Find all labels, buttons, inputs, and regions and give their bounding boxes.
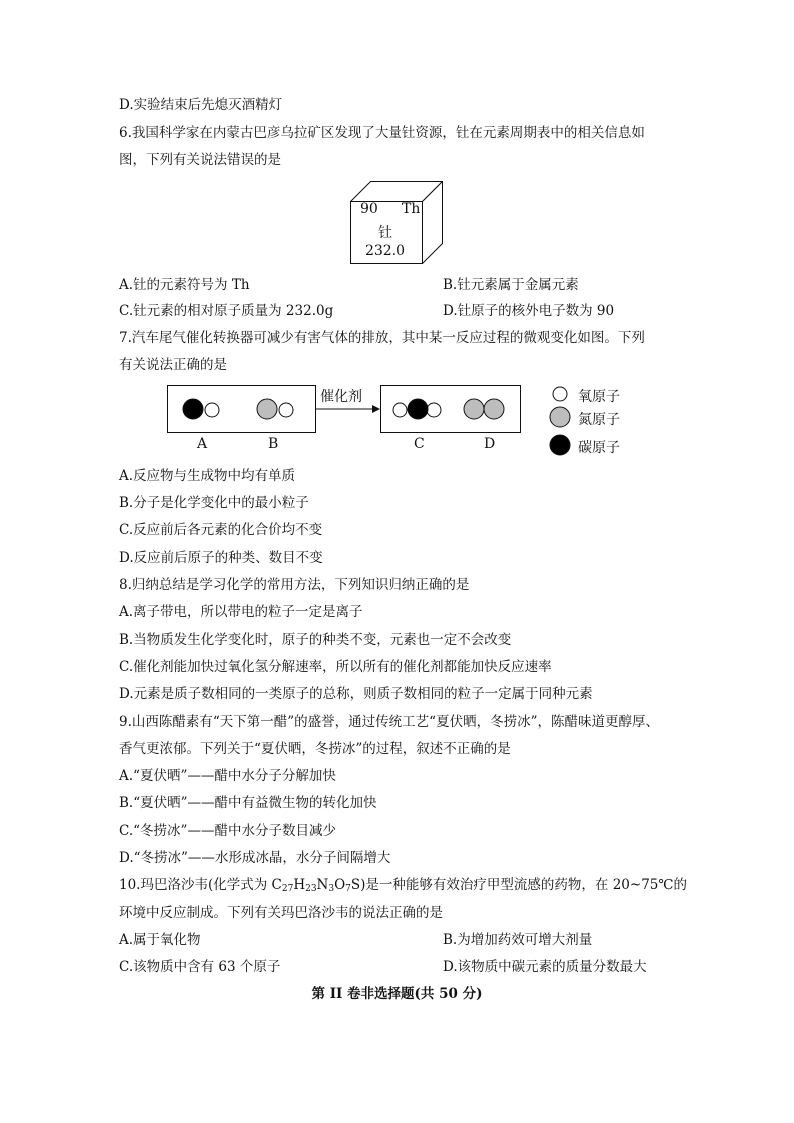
q7-option-c: C.反应前后各元素的化合价均不变 [119, 522, 323, 538]
element-name: 钍 [378, 225, 392, 241]
q10-stem-line2: 环境中反应制成。下列有关玛巴洛沙韦的说法正确的是 [119, 905, 443, 921]
legend-oxygen-label: 氧原子 [578, 389, 620, 405]
label-d: D [484, 436, 496, 452]
q7-option-a: A.反应物与生成物中均有单质 [119, 468, 296, 484]
q10-option-a: A.属于氧化物 [119, 932, 201, 948]
label-a: A [197, 436, 208, 452]
formula-sub-h: 23 [305, 884, 317, 894]
reaction-diagram [160, 383, 660, 463]
q8-option-d: D.元素是质子数相同的一类原子的总称，则质子数相同的粒子一定属于同种元素 [119, 686, 593, 702]
label-b: B [268, 436, 279, 452]
legend-carbon-swatch [550, 435, 570, 455]
q10-option-d: D.该物质中碳元素的质量分数最大 [443, 959, 647, 975]
q9-option-d: D.“冬捞冰”——水形成冰晶，水分子间隔增大 [119, 850, 391, 866]
q6-option-c: C.钍元素的相对原子质量为 232.0g [119, 303, 334, 319]
q10-stem-line1 [119, 876, 687, 898]
q9-option-a: A.“夏伏晒”——醋中水分子分解加快 [119, 768, 336, 784]
formula-n: N [316, 877, 329, 893]
formula-sub-n: 3 [328, 884, 335, 894]
q10-stem-pre: 10.玛巴洛沙韦(化学式为 C [119, 877, 282, 893]
legend-nitrogen-label: 氮原子 [578, 412, 620, 428]
q7-option-d: D.反应前后原子的种类、数目不变 [119, 550, 323, 566]
q10-option-c: C.该物质中含有 63 个原子 [119, 959, 281, 975]
nitrogen-atom [464, 399, 484, 419]
catalyst-label: 催化剂 [320, 389, 362, 405]
legend-oxygen-swatch [553, 387, 567, 401]
q8-stem: 8.归纳总结是学习化学的常用方法，下列知识归纳正确的是 [119, 577, 470, 593]
oxygen-atom [279, 403, 293, 417]
oxygen-atom [427, 403, 441, 417]
q6-option-a: A.钍的元素符号为 Th [119, 277, 250, 293]
nitrogen-atom [484, 399, 504, 419]
element-card-figure [350, 181, 443, 264]
q8-option-c: C.催化剂能加快过氧化氢分解速率，所以所有的催化剂都能加快反应速率 [119, 659, 552, 675]
formula-h: H [293, 877, 306, 893]
q7-stem-line1: 7.汽车尾气催化转换器可减少有害气体的排放，其中某一反应过程的微观变化如图。下列 [119, 330, 645, 346]
q6-stem-line2: 图，下列有关说法错误的是 [119, 152, 281, 168]
q10-option-b: B.为增加药效可增大剂量 [443, 932, 593, 948]
formula-sub-o: 7 [345, 884, 351, 894]
q6-option-b: B.钍元素属于金属元素 [443, 277, 579, 293]
atomic-number: 90 [360, 201, 378, 217]
q6-stem-line1: 6.我国科学家在内蒙古巴彦乌拉矿区发现了大量钍资源，钍在元素周期表中的相关信息如 [119, 125, 645, 141]
q9-stem-line2: 香气更浓郁。下列关于“夏伏晒，冬捞冰”的过程，叙述不正确的是 [119, 741, 511, 757]
q6-option-d: D.钍原子的核外电子数为 90 [443, 303, 615, 319]
label-c: C [414, 436, 425, 452]
oxygen-atom [205, 403, 219, 417]
q8-option-a: A.离子带电，所以带电的粒子一定是离子 [119, 604, 363, 620]
atomic-mass: 232.0 [364, 243, 406, 259]
q10-stem-post: S)是一种能够有效治疗甲型流感的药物，在 20~75℃的 [350, 877, 687, 893]
q7-option-b: B.分子是化学变化中的最小粒子 [119, 495, 309, 511]
carbon-atom [183, 399, 203, 419]
element-symbol: Th [402, 201, 421, 217]
legend-nitrogen-swatch [550, 407, 570, 427]
q9-option-c: C.“冬捞冰”——醋中水分子数目减少 [119, 823, 336, 839]
q9-stem-line1: 9.山西陈醋素有“天下第一醋”的盛誉，通过传统工艺“夏伏晒，冬捞冰”，陈醋味道更醇厚、 [119, 714, 659, 730]
formula-sub-c: 27 [281, 884, 294, 894]
q9-option-b: B.“夏伏晒”——醋中有益微生物的转化加快 [119, 795, 377, 811]
formula-o: O [334, 877, 346, 893]
legend-carbon-label: 碳原子 [578, 440, 620, 456]
section-title: 第 II 卷非选择题(共 50 分) [311, 986, 483, 1002]
q7-stem-line2: 有关说法正确的是 [119, 357, 227, 373]
nitrogen-atom [257, 399, 277, 419]
q5-option-d: D.实验结束后先熄灭酒精灯 [119, 97, 283, 113]
oxygen-atom [393, 403, 407, 417]
carbon-atom [408, 399, 428, 419]
q8-option-b: B.当物质发生化学变化时，原子的种类不变，元素也一定不会改变 [119, 632, 512, 648]
